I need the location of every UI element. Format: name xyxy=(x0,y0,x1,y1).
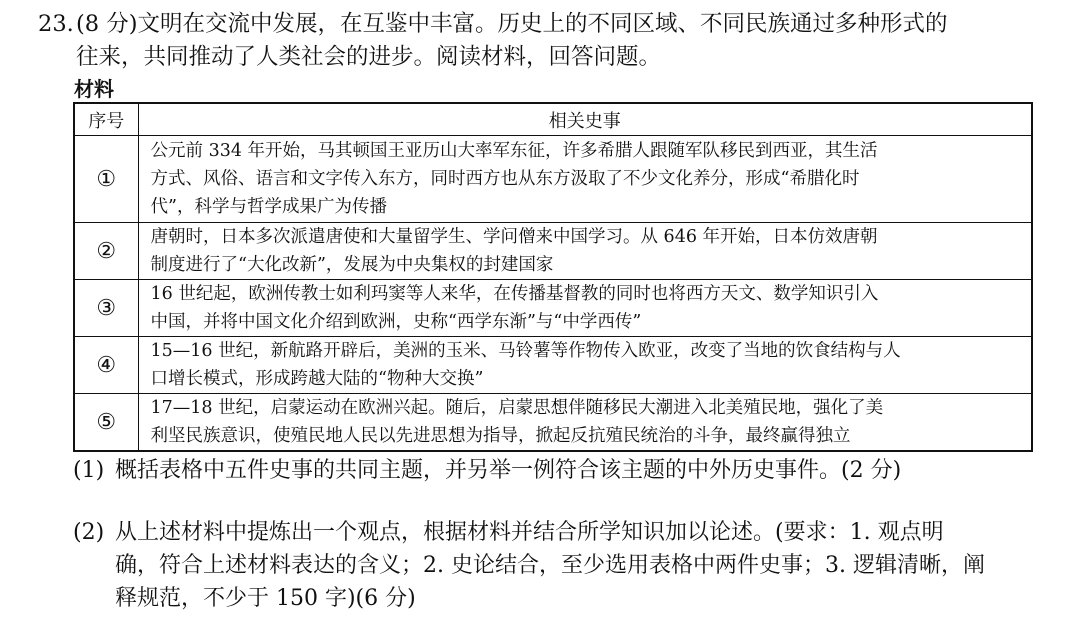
event-line: 口增长模式，形成跨越大陆的“物种大交换” xyxy=(150,369,484,389)
question-text-line-1: (8 分)文明在交流中发展，在互鉴中丰富。历史上的不同区域、不同民族通过多种形式的 xyxy=(76,11,948,37)
row-index: ① xyxy=(74,136,138,223)
event-line: 制度进行了“大化改新”，发展为中央集权的封建国家 xyxy=(150,255,554,275)
table-row xyxy=(74,337,1032,394)
subquestion-2 xyxy=(73,516,1043,615)
events-table xyxy=(73,102,1033,452)
question-number: 23. xyxy=(38,11,74,37)
material-label: 材料 xyxy=(74,77,114,101)
subquestion-1 xyxy=(73,454,1043,487)
subquestion-text-line: 释规范，不少于 150 字)(6 分) xyxy=(115,586,416,611)
header-events: 相关史事 xyxy=(138,103,1032,136)
row-event-text xyxy=(138,394,1032,452)
row-index: ② xyxy=(74,223,138,280)
event-line: 16 世纪起，欧洲传教士如利玛窦等人来华，在传播基督教的同时也将西方天文、数学知识引入 xyxy=(150,284,879,304)
event-line: 代”，科学与哲学成果广为传播 xyxy=(150,197,387,217)
row-index: ③ xyxy=(74,280,138,337)
row-index: ④ xyxy=(74,337,138,394)
event-line: 唐朝时，日本多次派遣唐使和大量留学生、学问僧来中国学习。从 646 年开始，日本仿效唐朝 xyxy=(150,227,878,247)
subquestion-label: (2) xyxy=(73,520,105,545)
row-index: ⑤ xyxy=(74,394,138,452)
table-row xyxy=(74,223,1032,280)
subquestion-text-line: 概括表格中五件史事的共同主题，并另举一例符合该主题的中外历史事件。(2 分) xyxy=(115,458,902,483)
event-line: 方式、风俗、语言和文字传入东方，同时西方也从东方汲取了不少文化养分，形成“希腊化时 xyxy=(150,169,860,189)
event-line: 公元前 334 年开始，马其顿国王亚历山大率军东征，许多希腊人跟随军队移民到西亚，其生活 xyxy=(150,141,878,161)
question-text-line-2: 往来，共同推动了人类社会的进步。阅读材料，回答问题。 xyxy=(76,44,662,70)
event-line: 15—16 世纪，新航路开辟后，美洲的玉米、马铃薯等作物传入欧亚，改变了当地的饮食结构与人 xyxy=(150,341,901,361)
question-header xyxy=(38,8,1048,74)
event-line: 中国，并将中国文化介绍到欧洲，史称“西学东渐”与“中学西传” xyxy=(150,312,642,332)
subquestion-text-line: 从上述材料中提炼出一个观点，根据材料并结合所学知识加以论述。(要求：1. 观点明 xyxy=(115,520,944,545)
header-index: 序号 xyxy=(74,103,138,136)
subquestion-label: (1) xyxy=(73,458,105,483)
row-event-text xyxy=(138,223,1032,280)
event-line: 17—18 世纪，启蒙运动在欧洲兴起。随后，启蒙思想伴随移民大潮进入北美殖民地，强化了美 xyxy=(150,398,884,418)
table-row xyxy=(74,394,1032,452)
row-event-text xyxy=(138,136,1032,223)
table-header-row xyxy=(74,103,1032,136)
row-event-text xyxy=(138,337,1032,394)
subquestion-text-line: 确，符合上述材料表达的含义；2. 史论结合，至少选用表格中两件史事；3. 逻辑清晰，阐 xyxy=(115,553,985,578)
table-row xyxy=(74,280,1032,337)
table-row xyxy=(74,136,1032,223)
event-line: 利坚民族意识，使殖民地人民以先进思想为指导，掀起反抗殖民统治的斗争，最终赢得独立 xyxy=(150,426,851,446)
row-event-text xyxy=(138,280,1032,337)
